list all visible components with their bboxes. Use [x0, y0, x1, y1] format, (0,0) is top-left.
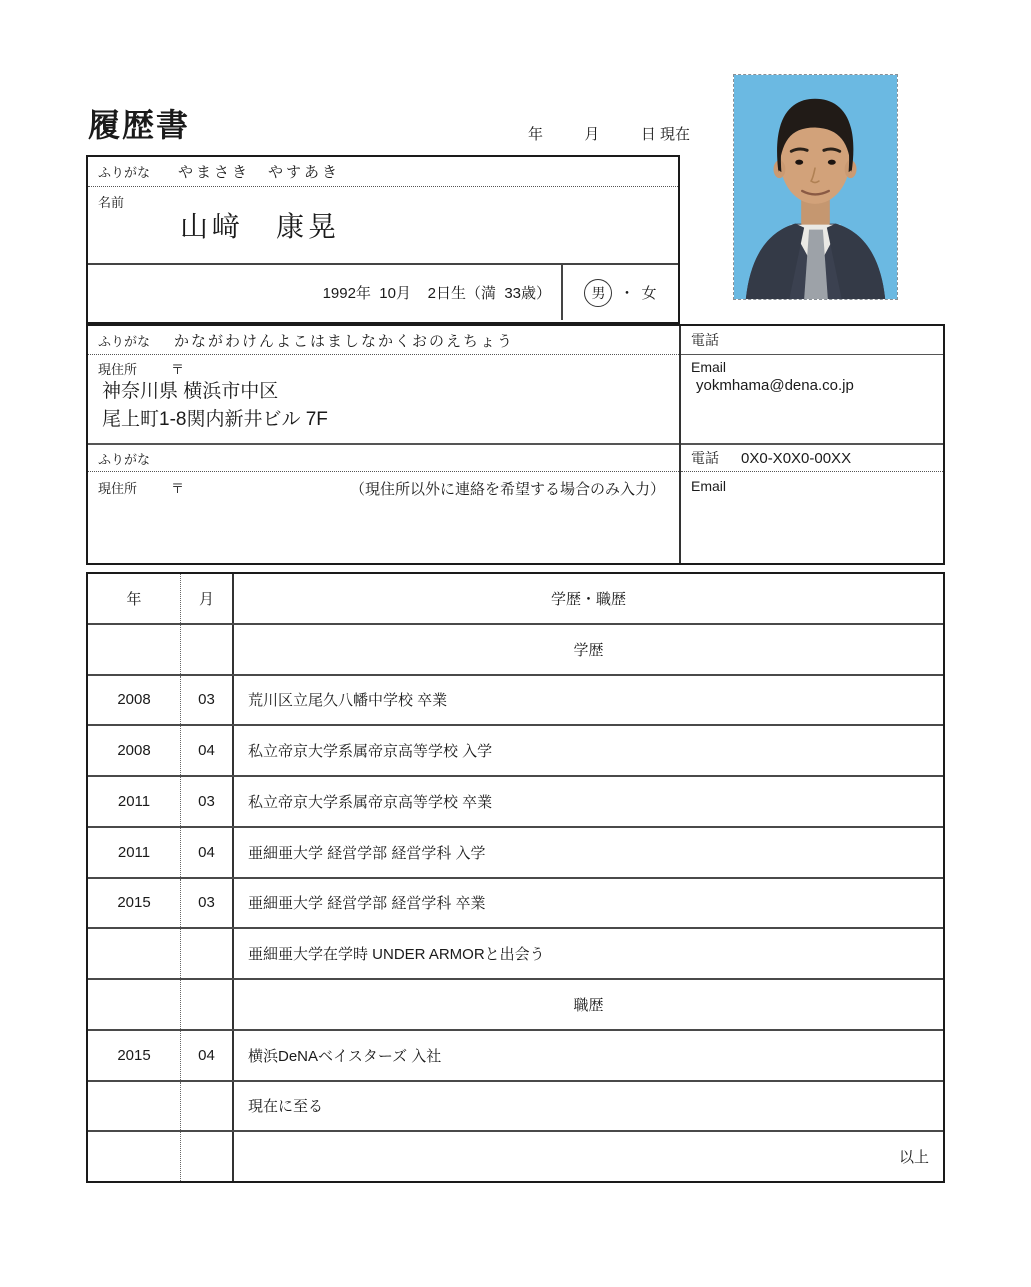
table-row [88, 828, 943, 879]
cell-month [181, 1082, 234, 1131]
cell-year [88, 1082, 181, 1131]
alt-address-note: （現住所以外に連絡を希望する場合のみ入力） [349, 481, 665, 498]
contact-column [679, 326, 943, 563]
alt-address-row [88, 472, 679, 563]
table-row [88, 676, 943, 727]
cell-month: 03 [181, 676, 234, 725]
cell-month [181, 980, 234, 1029]
date-day-current-label: 日 現在 [640, 126, 690, 143]
postal-mark: 〒 [171, 362, 185, 377]
cell-year [88, 625, 181, 674]
cell-year: 2015 [88, 879, 181, 928]
name-value: 山﨑 康晃 [180, 211, 341, 242]
current-date-line [528, 123, 690, 144]
birth-row [88, 265, 678, 320]
alt-phone-label: 電話 [691, 450, 719, 466]
address-furigana-value: かながわけんよこはましなかくおのえちょう [174, 332, 515, 350]
cell-year: 2008 [88, 726, 181, 775]
email-value: yokmhama@dena.co.jp [696, 377, 854, 394]
address-contact-box [86, 324, 945, 565]
alt-email-label: Email [691, 478, 727, 494]
cell-text: 荒川区立尾久八幡中学校 卒業 [248, 692, 448, 710]
address-furigana-label: ふりがな [98, 333, 151, 349]
gender-separator: ・ [619, 285, 635, 302]
alt-phone-row [681, 445, 943, 472]
current-address-label: 現住所 [98, 362, 138, 377]
address-line-1: 神奈川県 横浜市中区 [102, 381, 279, 402]
table-row [88, 777, 943, 828]
history-header-row [88, 574, 943, 625]
phone-row [681, 326, 943, 355]
table-row [88, 980, 943, 1031]
header-history: 学歴・職歴 [550, 590, 626, 608]
cell-text: 亜細亜大学 経営学部 経営学科 卒業 [248, 895, 486, 913]
id-photo-illustration [734, 75, 897, 299]
id-photo [733, 74, 898, 300]
name-box [86, 155, 680, 324]
alt-phone-value: 0X0-X0X0-00XX [741, 449, 852, 467]
cell-month: 03 [181, 777, 234, 826]
header-year: 年 [88, 574, 181, 623]
cell-text: 横浜DeNAベイスターズ 入社 [248, 1047, 442, 1065]
gender-female-option: 女 [641, 285, 657, 302]
table-row [88, 625, 943, 676]
table-row [88, 1082, 943, 1133]
table-row [88, 929, 943, 980]
cell-text: 私立帝京大学系属帝京高等学校 卒業 [248, 793, 493, 811]
cell-year: 2015 [88, 1031, 181, 1080]
cell-text: 学歴 [573, 641, 604, 659]
cell-text: 以上 [898, 1149, 929, 1167]
email-row [681, 355, 943, 445]
cell-text: 私立帝京大学系属帝京高等学校 入学 [248, 743, 493, 761]
header-month: 月 [181, 574, 234, 623]
gender-cell [561, 265, 678, 320]
cell-year: 2011 [88, 777, 181, 826]
cell-text: 亜細亜大学 経営学部 経営学科 入学 [248, 844, 486, 862]
table-row [88, 726, 943, 777]
alt-address-furigana-row [88, 445, 679, 472]
cell-year: 2008 [88, 676, 181, 725]
cell-year: 2011 [88, 828, 181, 877]
cell-month: 04 [181, 828, 234, 877]
alt-address-furigana-label: ふりがな [98, 451, 151, 467]
cell-month: 03 [181, 879, 234, 928]
alt-address-label: 現住所 [98, 481, 138, 496]
table-row [88, 1132, 943, 1181]
birthdate-text: 1992年 10月 2日生（満 33歳） [322, 285, 551, 302]
cell-text: 亜細亜大学在学時 UNDER ARMORと出会う [248, 946, 545, 964]
cell-text: 職歴 [573, 996, 604, 1014]
table-row [88, 879, 943, 930]
address-column [88, 326, 679, 563]
cell-year [88, 980, 181, 1029]
page-title: 履歴書 [88, 107, 191, 143]
phone-label: 電話 [691, 332, 719, 348]
cell-year [88, 1132, 181, 1181]
name-label: 名前 [98, 195, 125, 210]
alt-email-row [681, 472, 943, 563]
cell-month [181, 1132, 234, 1181]
cell-month: 04 [181, 1031, 234, 1080]
current-address-row [88, 355, 679, 445]
name-furigana-row [88, 157, 678, 187]
cell-year [88, 929, 181, 978]
gender-male-selected: 男 [584, 279, 612, 307]
address-line-2: 尾上町1-8関内新井ビル 7F [102, 408, 328, 430]
cell-month [181, 929, 234, 978]
table-row [88, 1031, 943, 1082]
history-table [86, 572, 945, 1183]
cell-month: 04 [181, 726, 234, 775]
alt-postal-mark: 〒 [171, 481, 185, 496]
email-label: Email [691, 359, 727, 375]
cell-text: 現在に至る [248, 1098, 324, 1116]
date-month-label: 月 [584, 126, 600, 143]
name-furigana-value: やまさき やすあき [178, 164, 341, 181]
name-furigana-label: ふりがな [98, 165, 151, 180]
name-row [88, 187, 678, 265]
address-furigana-row [88, 326, 679, 355]
cell-month [181, 625, 234, 674]
date-year-label: 年 [528, 126, 544, 143]
